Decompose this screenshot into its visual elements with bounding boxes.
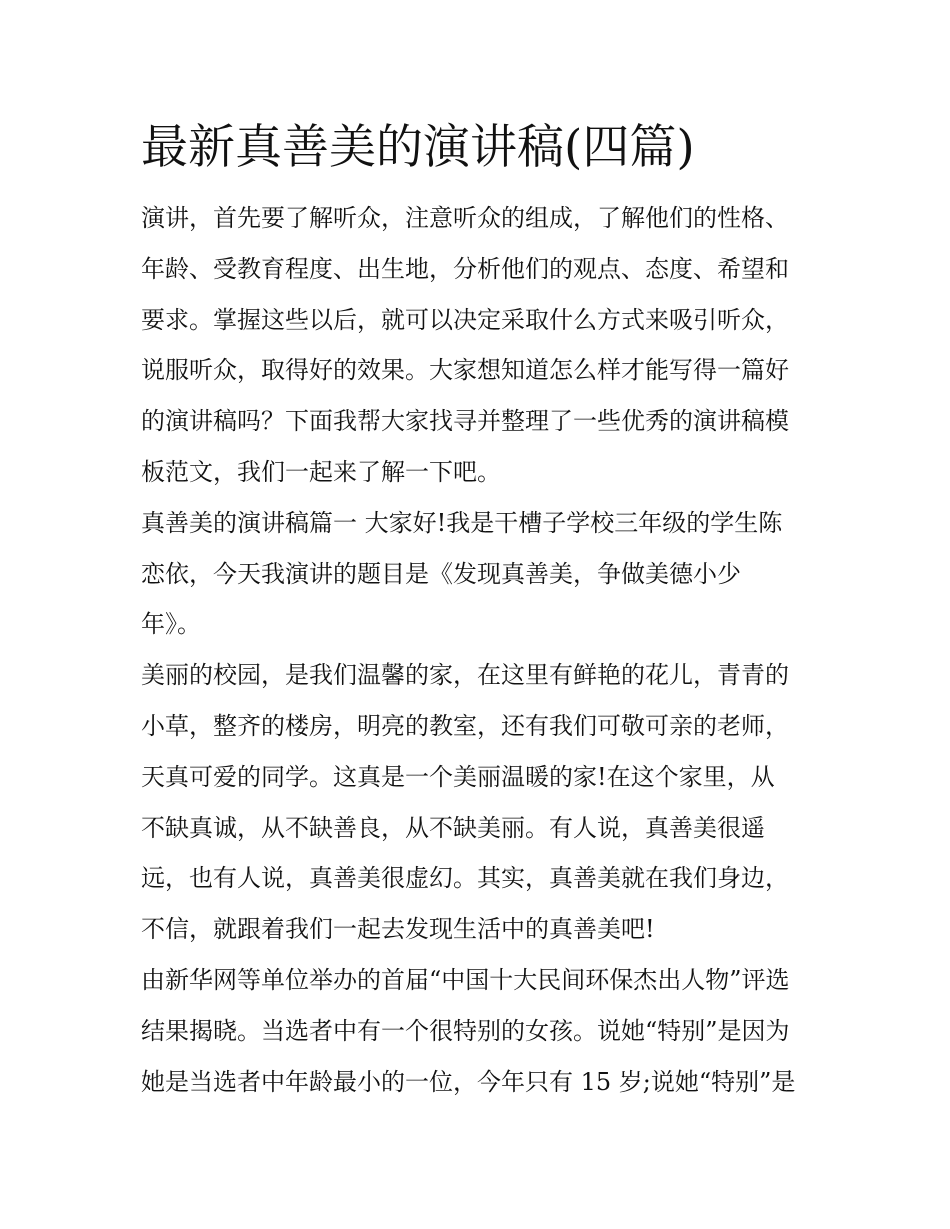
- text-line: 板范文，我们一起来了解一下吧。: [141, 457, 501, 486]
- document-page: [141, 112, 821, 1107]
- text-line: 天真可爱的同学。这真是一个美丽温暖的家!在这个家里，从: [141, 762, 775, 791]
- text-line: 真善美的演讲稿篇一 大家好!我是干槽子学校三年级的学生陈: [141, 508, 783, 537]
- text-line: 说服听众，取得好的效果。大家想知道怎么样才能写得一篇好: [141, 356, 789, 385]
- text-line: 要求。掌握这些以后，就可以决定采取什么方式来吸引听众，: [141, 305, 789, 334]
- text-line: 美丽的校园，是我们温馨的家，在这里有鲜艳的花儿，青青的: [141, 661, 789, 690]
- text-line: 由新华网等单位举办的首届“中国十大民间环保杰出人物”评选: [141, 965, 790, 994]
- text-line: 恋依，今天我演讲的题目是《发现真善美，争做美德小少: [141, 559, 741, 588]
- text-line: 小草，整齐的楼房，明亮的教室，还有我们可敬可亲的老师，: [141, 711, 789, 740]
- paragraph-intro: [141, 193, 821, 498]
- paragraph-speech-one-opening: [141, 498, 821, 650]
- paragraph-environment-award: [141, 955, 821, 1107]
- text-line: 结果揭晓。当选者中有一个很特别的女孩。说她“特别”是因为: [141, 1016, 790, 1045]
- text-line: 年龄、受教育程度、出生地，分析他们的观点、态度、希望和: [141, 254, 789, 283]
- text-line: 不缺真诚，从不缺善良，从不缺美丽。有人说，真善美很遥: [141, 813, 765, 842]
- text-line: 的演讲稿吗？下面我帮大家找寻并整理了一些优秀的演讲稿模: [141, 407, 789, 436]
- text-line: 演讲，首先要了解听众，注意听众的组成，了解他们的性格、: [141, 204, 789, 232]
- text-line: 不信，就跟着我们一起去发现生活中的真善美吧!: [141, 915, 655, 944]
- text-line: 年》。: [141, 610, 201, 639]
- text-line: 远，也有人说，真善美很虚幻。其实，真善美就在我们身边，: [141, 864, 789, 893]
- text-line: 她是当选者中年龄最小的一位，今年只有 15 岁;说她“特别”是: [141, 1067, 796, 1096]
- document-title: 最新真善美的演讲稿(四篇): [141, 120, 695, 175]
- paragraph-campus: [141, 650, 821, 955]
